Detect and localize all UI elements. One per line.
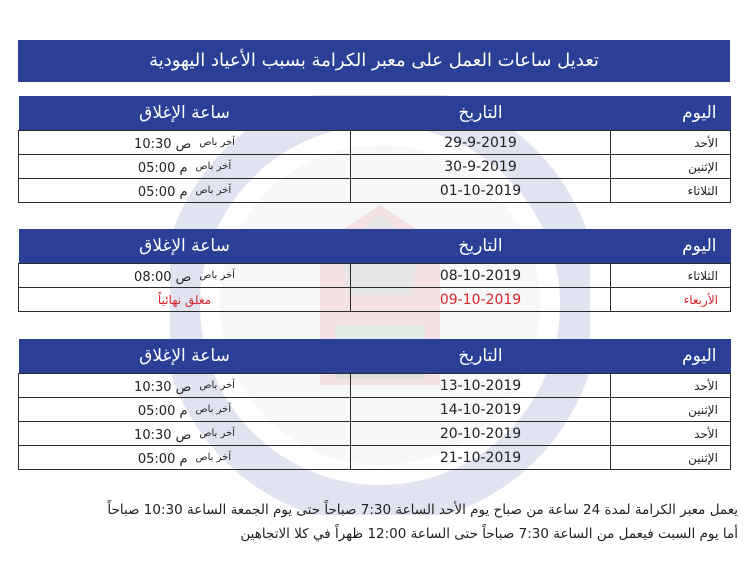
- table-row: [19, 422, 731, 446]
- close-cell: [19, 155, 351, 179]
- day-cell: الإثنين: [611, 155, 731, 179]
- close-cell: [19, 422, 351, 446]
- day-cell: الثلاثاء: [611, 179, 731, 203]
- day-cell: الإثنين: [611, 398, 731, 422]
- close-time: 08:00 ص: [134, 269, 192, 285]
- day-cell: الأحد: [611, 131, 731, 155]
- footer-note-line2: أما يوم السبت فيعمل من الساعة 7:30 صباحاً حتى الساعة 12:00 ظهراً في كلا الاتجاهين: [240, 526, 738, 542]
- day-cell: الأحد: [611, 422, 731, 446]
- table-row: [19, 155, 731, 179]
- close-time: 05:00 م: [137, 184, 188, 200]
- schedule-table-2: [18, 229, 731, 312]
- header-close-time: ساعة الإغلاق: [19, 96, 351, 131]
- close-cell: [19, 264, 351, 288]
- header-day: اليوم: [611, 229, 731, 264]
- day-cell: الإثنين: [611, 446, 731, 470]
- close-time: 10:30 ص: [134, 136, 192, 152]
- date-cell: 08-10-2019: [351, 264, 611, 288]
- schedule-table-3: [18, 339, 731, 470]
- date-cell: 14-10-2019: [351, 398, 611, 422]
- table-row: [19, 374, 731, 398]
- header-day: اليوم: [611, 96, 731, 131]
- table-row: [19, 288, 731, 312]
- last-bus-label: آخر باص: [195, 184, 232, 196]
- header-day: اليوم: [611, 339, 731, 374]
- last-bus-label: آخر باص: [195, 451, 232, 463]
- date-cell: 01-10-2019: [351, 179, 611, 203]
- date-cell: 20-10-2019: [351, 422, 611, 446]
- last-bus-label: آخر باص: [199, 427, 235, 439]
- header-close-time: ساعة الإغلاق: [19, 339, 351, 374]
- close-time: 10:30 ص: [134, 427, 192, 443]
- date-cell: 30-9-2019: [351, 155, 611, 179]
- header-date: التاريخ: [351, 96, 611, 131]
- last-bus-label: آخر باص: [199, 269, 235, 281]
- table-row: [19, 264, 731, 288]
- header-date: التاريخ: [351, 339, 611, 374]
- table-row: [19, 446, 731, 470]
- date-cell: 29-9-2019: [351, 131, 611, 155]
- day-cell: الأحد: [611, 374, 731, 398]
- table-header-row: [19, 229, 731, 264]
- date-cell: 09-10-2019: [351, 288, 611, 312]
- close-time: 10:30 ص: [134, 379, 192, 395]
- close-time: 05:00 م: [137, 160, 188, 176]
- day-cell: الثلاثاء: [611, 264, 731, 288]
- close-cell: [19, 446, 351, 470]
- date-cell: 13-10-2019: [351, 374, 611, 398]
- close-cell: [19, 398, 351, 422]
- close-time: 05:00 م: [137, 451, 188, 467]
- last-bus-label: آخر باص: [199, 136, 235, 148]
- table-row: [19, 398, 731, 422]
- day-cell: الأربعاء: [611, 288, 731, 312]
- closed-status: مغلق نهائياً: [19, 288, 351, 312]
- close-cell: [19, 131, 351, 155]
- schedule-table-1: [18, 96, 731, 203]
- header-date: التاريخ: [351, 229, 611, 264]
- last-bus-label: آخر باص: [199, 379, 235, 391]
- date-cell: 21-10-2019: [351, 446, 611, 470]
- table-row: [19, 179, 731, 203]
- table-header-row: [19, 339, 731, 374]
- close-time: 05:00 م: [137, 403, 188, 419]
- page-title: تعديل ساعات العمل على معبر الكرامة بسبب الأعياد اليهودية: [18, 40, 730, 82]
- last-bus-label: آخر باص: [195, 403, 232, 415]
- table-header-row: [19, 96, 731, 131]
- close-cell: [19, 374, 351, 398]
- close-cell: [19, 179, 351, 203]
- header-close-time: ساعة الإغلاق: [19, 229, 351, 264]
- last-bus-label: آخر باص: [195, 160, 232, 172]
- table-row: [19, 131, 731, 155]
- footer-note-line1: يعمل معبر الكرامة لمدة 24 ساعة من صباح يوم الأحد الساعة 7:30 صباحاً حتى يوم الجمعة الساعة 10:30 صباحاً: [107, 502, 738, 518]
